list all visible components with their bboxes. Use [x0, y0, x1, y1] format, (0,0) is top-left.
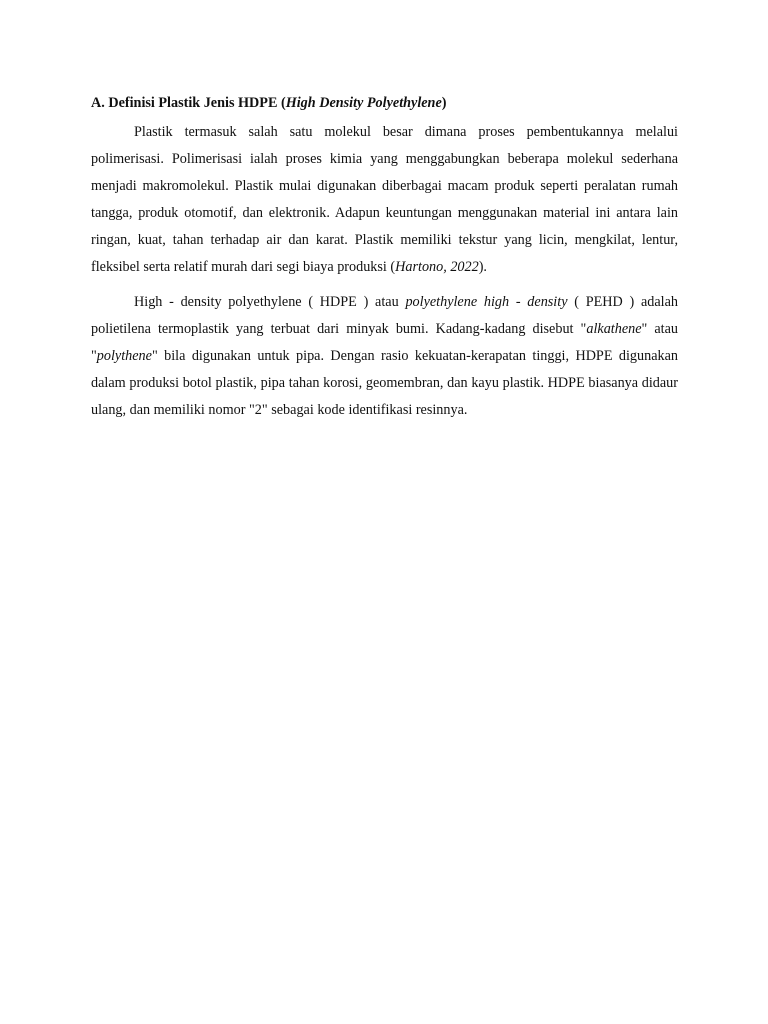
- heading-prefix: A. Definisi Plastik Jenis HDPE (: [91, 95, 286, 111]
- paragraph-plastik: [91, 119, 678, 281]
- paragraph2-part2: ( PEHD ) adalah polietilena termoplastik yang terbuat dari minyak bumi. Kadang-kadang disebut ": [91, 294, 678, 337]
- paragraph2-part3: " atau ": [91, 321, 679, 364]
- paragraph1-text: Plastik termasuk salah satu molekul besar dimana proses pembentukannya melalui polimerisasi. Polimerisasi ialah proses kimia yang menggabungkan beberapa molekul sederhana menjadi makromolekul. Plastik mulai digunakan diberbagai macam produk seperti peralatan rumah tangga, produk otomotif, dan elektronik. Adapun keuntungan menggunakan material ini antara lain ringan, kuat, tahan terhadap air dan karat. Plastik memiliki tekstur yang licin, mengkilat, lentur, fleksibel serta relatif murah dari segi biaya produksi (: [91, 124, 678, 275]
- document-body: [91, 92, 678, 424]
- paragraph-hdpe: [91, 289, 678, 424]
- paragraph2-italic1: polyethylene high - density: [405, 294, 568, 310]
- paragraph2-part1: High - density polyethylene ( HDPE ) atau: [134, 294, 406, 310]
- citation: Hartono, 2022: [395, 259, 479, 275]
- heading-suffix: ): [441, 95, 447, 111]
- paragraph2-italic3: polythene: [96, 348, 152, 364]
- heading-italic: High Density Polyethylene: [285, 95, 442, 111]
- paragraph2-part4: " bila digunakan untuk pipa. Dengan rasio kekuatan-kerapatan tinggi, HDPE digunakan dalam produksi botol plastik, pipa tahan korosi, geomembran, dan kayu plastik. HDPE biasanya didaur ulang, dan memiliki nomor "2" sebagai kode identifikasi resinnya.: [91, 348, 678, 418]
- paragraph1-end: ).: [478, 259, 487, 275]
- section-heading: [91, 92, 678, 114]
- paragraph2-italic2: alkathene: [586, 321, 642, 337]
